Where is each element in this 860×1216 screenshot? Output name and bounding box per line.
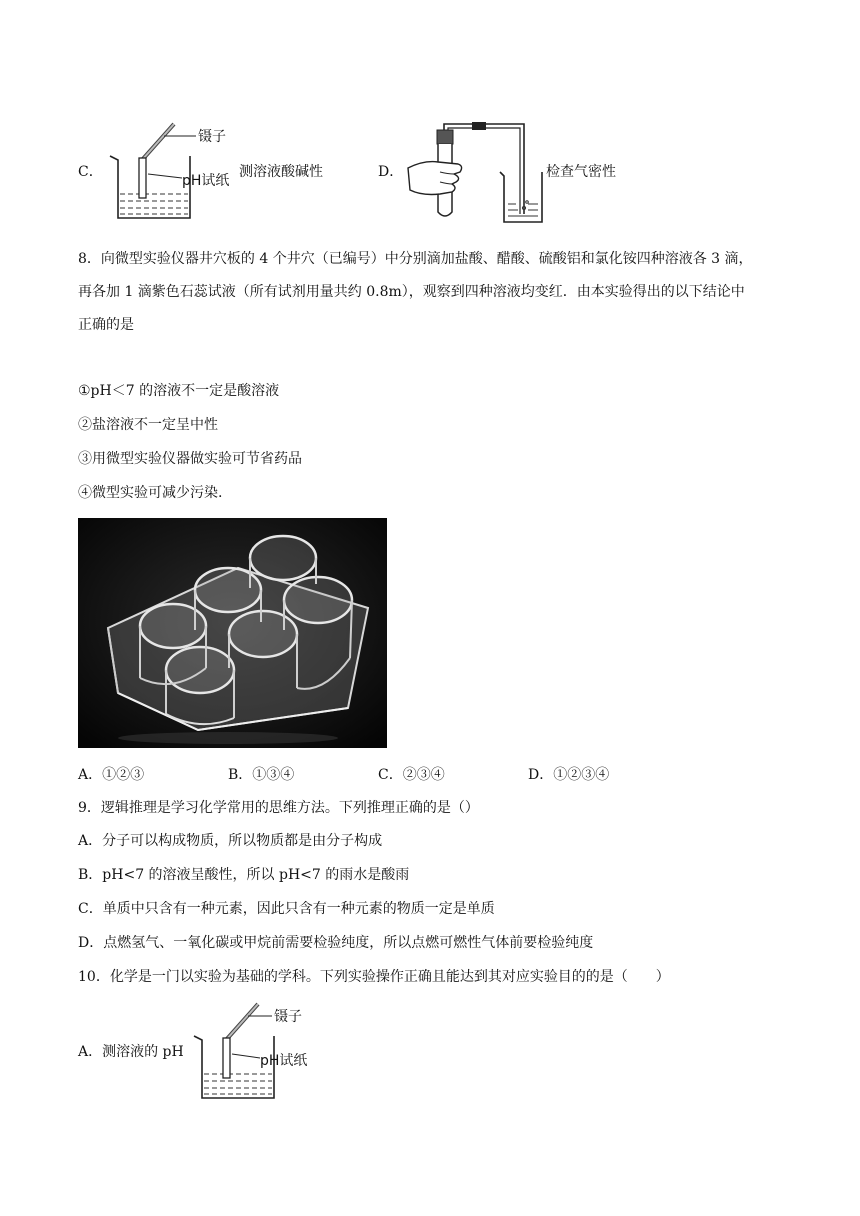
q10-option-a: A．测溶液的 pH bbox=[78, 1044, 184, 1060]
ph-test-figure-c bbox=[104, 122, 234, 222]
option-d-caption: 检查气密性 bbox=[546, 164, 616, 180]
q8-option-d-text: ①②③④ bbox=[553, 767, 610, 783]
q10-tweezers-label: 镊子 bbox=[274, 1009, 302, 1025]
q8-option-a-letter: A． bbox=[78, 767, 103, 783]
well-plate-photo bbox=[78, 518, 387, 748]
q10-ph-paper-label: pH试纸 bbox=[260, 1053, 308, 1069]
q9-option-c: C．单质中只含有一种元素，因此只含有一种元素的物质一定是单质 bbox=[78, 901, 495, 917]
q8-option-b-text: ①③④ bbox=[252, 767, 295, 783]
q8-option-d bbox=[528, 765, 609, 785]
q8-statement-4: ④微型实验可减少污染. bbox=[78, 485, 223, 501]
q9-option-b: B．pH<7 的溶液呈酸性，所以 pH<7 的雨水是酸雨 bbox=[78, 867, 410, 883]
q8-statement-1: ①pH＜7 的溶液不一定是酸溶液 bbox=[78, 383, 280, 399]
q8-option-b bbox=[228, 765, 294, 785]
q9-stem: 9．逻辑推理是学习化学常用的思维方法。下列推理正确的是（） bbox=[78, 800, 479, 816]
q8-statement-3: ③用微型实验仪器做实验可节省药品 bbox=[78, 451, 302, 467]
q8-statement-2: ②盐溶液不一定呈中性 bbox=[78, 417, 218, 433]
q8-option-c-text: ②③④ bbox=[402, 767, 445, 783]
q9-option-a: A．分子可以构成物质，所以物质都是由分子构成 bbox=[78, 833, 383, 849]
q8-option-c bbox=[378, 765, 445, 785]
option-c-caption: 测溶液酸碱性 bbox=[239, 164, 323, 180]
q8-stem-line-2: 再各加 1 滴紫色石蕊试液（所有试剂用量共约 0.8m），观察到四种溶液均变红．由本实验得出的以下结论中 bbox=[78, 284, 745, 300]
q8-stem-line-3: 正确的是 bbox=[78, 317, 134, 333]
q8-option-a-text: ①②③ bbox=[102, 767, 145, 783]
airtightness-figure-d bbox=[404, 120, 544, 224]
q8-option-a bbox=[78, 765, 144, 785]
q9-option-d: D．点燃氢气、一氧化碳或甲烷前需要检验纯度，所以点燃可燃性气体前要检验纯度 bbox=[78, 935, 594, 951]
ph-test-figure-a bbox=[188, 1002, 318, 1102]
option-d-letter: D． bbox=[378, 164, 404, 180]
ph-paper-label: pH试纸 bbox=[182, 173, 230, 189]
q8-option-c-letter: C． bbox=[378, 767, 403, 783]
q8-option-d-letter: D． bbox=[528, 767, 554, 783]
option-c-letter: C． bbox=[78, 164, 103, 180]
tweezers-label: 镊子 bbox=[198, 129, 226, 145]
q8-option-b-letter: B． bbox=[228, 767, 253, 783]
q10-stem: 10．化学是一门以实验为基础的学科。下列实验操作正确且能达到其对应实验目的的是（ ） bbox=[78, 969, 670, 985]
q8-stem-line-1: 8．向微型实验仪器井穴板的 4 个井穴（已编号）中分别滴加盐酸、醋酸、硫酸铝和氯化铵四种溶液各 3 滴， bbox=[78, 251, 753, 267]
